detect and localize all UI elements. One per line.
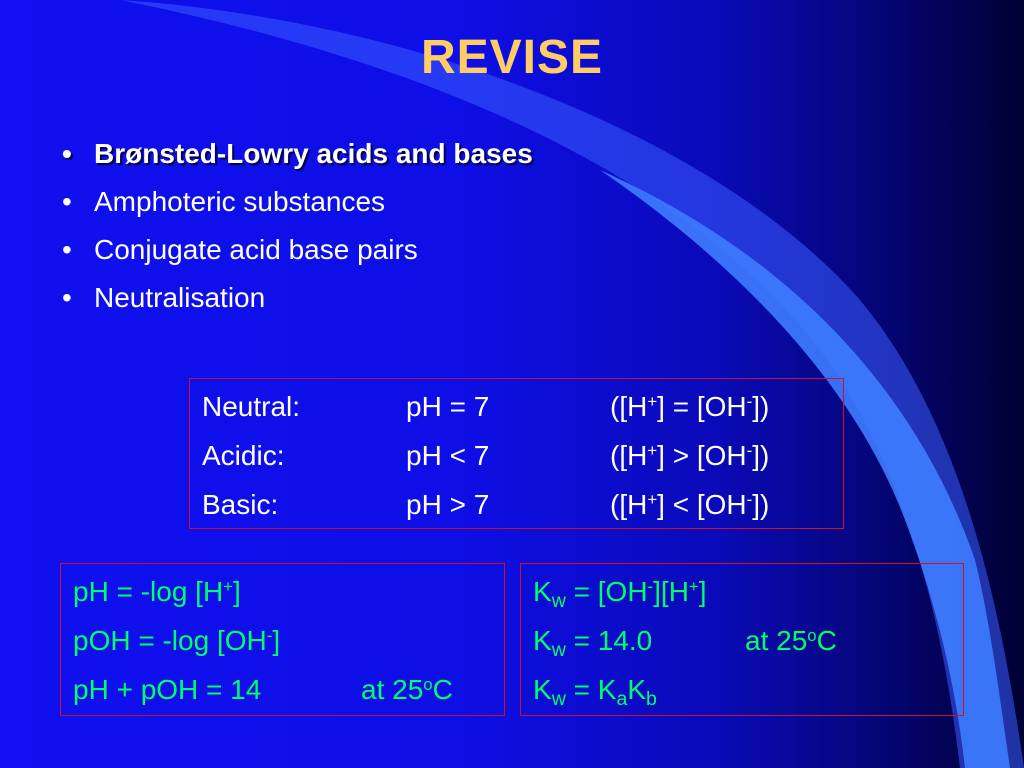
ph-formula-box [60, 563, 505, 716]
bullet-item [62, 136, 533, 184]
temperature-note: at 25$^o$C [745, 625, 837, 656]
ph-condition: pH > 7 [406, 489, 490, 520]
bullet-dot: • [62, 186, 72, 217]
bullet-dot: • [62, 282, 72, 313]
bullet-text: Conjugate acid base pairs [94, 234, 418, 265]
bullet-dot: • [62, 234, 72, 265]
condition-label: Basic: [202, 489, 279, 520]
bullet-text: Neutralisation [94, 282, 266, 313]
bullet-item [62, 184, 533, 232]
bullet-item [62, 280, 533, 328]
ph-poh-sum: pH + pOH = 14 at 25$^o$C [73, 674, 453, 705]
condition-label: Neutral: [202, 391, 301, 422]
kw-ka-kb: $K_w = K_aK_b$ [533, 674, 657, 710]
ion-relation: ([H+] > [OH-]) [610, 440, 770, 471]
kw-definition: $K_w = [OH^-][H^+]$ [533, 576, 707, 612]
ph-formula: pH = -log [H+] [73, 576, 241, 607]
ion-relation: ([H+] = [OH-]) [610, 391, 770, 422]
temperature-note: at 25$^o$C [361, 674, 453, 705]
ion-relation: ([H+] < [OH-]) [610, 489, 770, 520]
bullet-text: Amphoteric substances [94, 186, 386, 217]
neutrality-box [189, 378, 844, 529]
kw-formula-box [520, 563, 964, 716]
kw-value: $K_w = 14.0$ at 25$^o$C [533, 625, 837, 661]
bullet-text: Brønsted-Lowry acids and bases [94, 138, 533, 169]
bullet-dot: • [62, 138, 72, 169]
ph-condition: pH = 7 [406, 391, 490, 422]
bullet-list [62, 136, 533, 328]
slide-title: REVISE [420, 31, 604, 84]
poh-formula: pOH = -log [OH-] [73, 625, 281, 656]
condition-label: Acidic: [202, 440, 285, 471]
ph-condition: pH < 7 [406, 440, 490, 471]
bullet-item [62, 232, 533, 280]
